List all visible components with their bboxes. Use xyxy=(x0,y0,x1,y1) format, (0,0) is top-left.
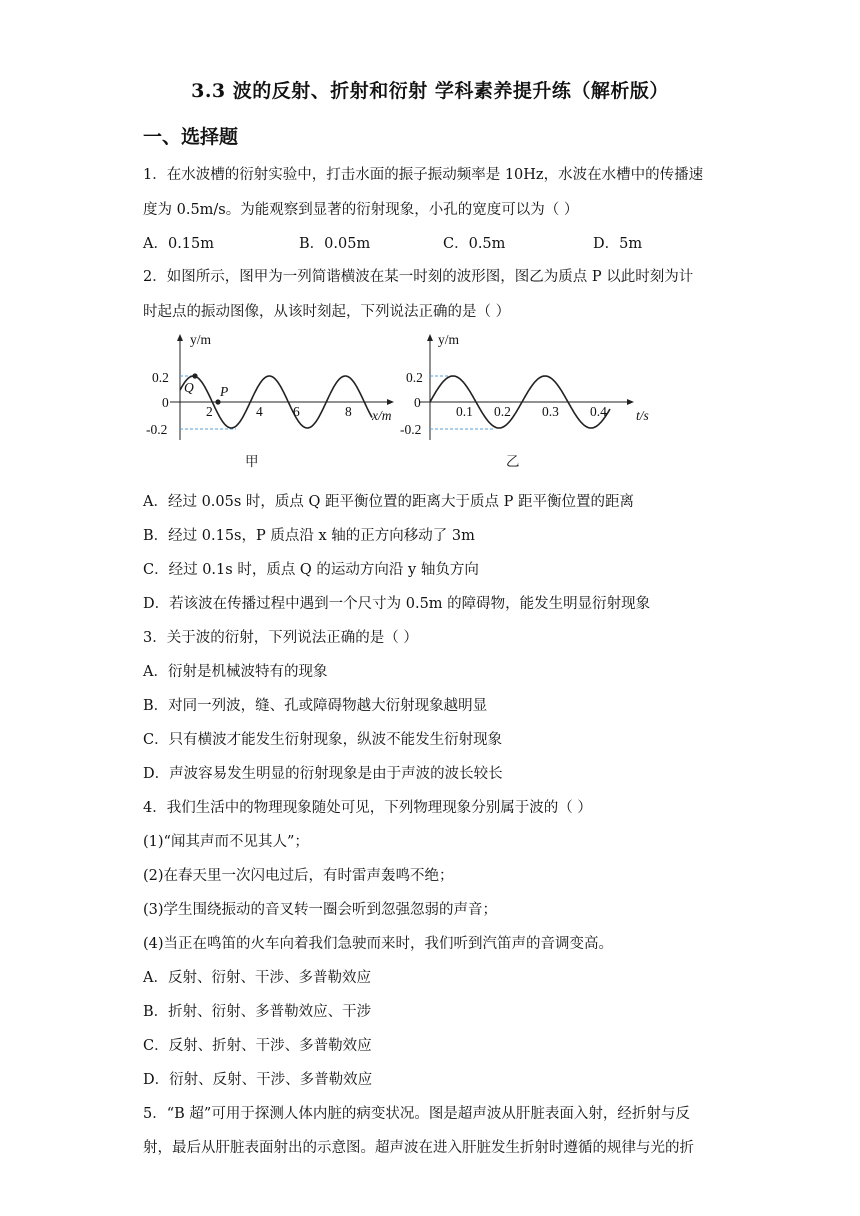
left-ylabel: y/m xyxy=(190,332,212,347)
q1-options xyxy=(143,232,743,253)
q1-option-d: D．5m xyxy=(593,236,643,252)
right-xtick-1: 0.1 xyxy=(456,404,473,419)
left-ytick-bottom: -0.2 xyxy=(146,422,168,437)
q1-option-c: C．0.5m xyxy=(443,236,506,252)
page-title: 3.3 波的反射、折射和衍射 学科素养提升练（解析版） xyxy=(191,80,669,102)
left-xtick-8: 8 xyxy=(345,404,352,419)
q5-line-2: 射，最后从肝脏表面射出的示意图。超声波在进入肝脏发生折射时遵循的规律与光的折 xyxy=(143,1140,694,1156)
right-xlabel: t/s xyxy=(636,408,649,423)
right-xtick-2: 0.2 xyxy=(494,404,511,419)
wave-graph-left xyxy=(146,332,394,469)
q3-option-d: D．声波容易发生明显的衍射现象是由于声波的波长较长 xyxy=(143,766,503,782)
right-xtick-4: 0.4 xyxy=(590,404,607,419)
q2-line-2: 时起点的振动图像，从该时刻起，下列说法正确的是（ ） xyxy=(143,304,511,320)
left-xlabel: x/m xyxy=(372,408,392,423)
point-p-dot xyxy=(215,399,220,404)
point-q-dot xyxy=(192,373,197,378)
left-xtick-2: 2 xyxy=(206,404,213,419)
left-label-p: P xyxy=(220,384,229,399)
right-caption: 乙 xyxy=(506,454,520,469)
right-ytick-top: 0.2 xyxy=(406,370,423,385)
left-xtick-6: 6 xyxy=(293,404,300,419)
left-xtick-4: 4 xyxy=(256,404,263,419)
q1-line-1: 1．在水波槽的衍射实验中，打击水面的振子振动频率是 10Hz，水波在水槽中的传播速 xyxy=(143,167,704,183)
q5-line-1: 5．“B 超”可用于探测人体内脏的病变状况。图是超声波从肝脏表面入射，经折射与反 xyxy=(143,1106,690,1122)
q3-option-a: A．衍射是机械波特有的现象 xyxy=(143,664,328,680)
q4-line-3: (2)在春天里一次闪电过后，有时雷声轰鸣不绝； xyxy=(143,868,454,884)
left-ytick-zero: 0 xyxy=(162,395,169,410)
q1-option-a: A．0.15m xyxy=(143,236,215,252)
q2-line-1: 2．如图所示，图甲为一列简谐横波在某一时刻的波形图，图乙为质点 P 以此时刻为计 xyxy=(143,269,694,285)
q3-line-1: 3．关于波的衍射，下列说法正确的是（ ） xyxy=(143,630,418,646)
wave-figure-svg xyxy=(140,330,660,470)
q2-option-c: C．经过 0.1s 时，质点 Q 的运动方向沿 y 轴负方向 xyxy=(143,562,479,578)
left-caption: 甲 xyxy=(245,454,259,469)
right-xtick-3: 0.3 xyxy=(542,404,559,419)
q2-option-b: B．经过 0.15s，P 质点沿 x 轴的正方向移动了 3m xyxy=(143,528,475,544)
q4-line-2: (1)“闻其声而不见其人”； xyxy=(143,834,309,850)
left-label-q: Q xyxy=(184,380,194,395)
q4-line-5: (4)当正在鸣笛的火车向着我们急驶而来时，我们听到汽笛声的音调变高。 xyxy=(143,936,614,952)
q4-option-b: B．折射、衍射、多普勒效应、干涉 xyxy=(143,1004,372,1020)
section-heading: 一、选择题 xyxy=(143,126,239,148)
right-ytick-bottom: -0.2 xyxy=(400,422,422,437)
left-ytick-top: 0.2 xyxy=(152,370,169,385)
right-ytick-zero: 0 xyxy=(414,395,421,410)
wave-figure xyxy=(140,330,660,470)
q1-line-2: 度为 0.5m/s。为能观察到显著的衍射现象，小孔的宽度可以为（ ） xyxy=(143,202,579,218)
q2-option-d: D．若该波在传播过程中遇到一个尺寸为 0.5m 的障碍物，能发生明显衍射现象 xyxy=(143,596,651,612)
q1-option-b: B．0.05m xyxy=(299,236,371,252)
q2-option-a: A．经过 0.05s 时，质点 Q 距平衡位置的距离大于质点 P 距平衡位置的距离 xyxy=(143,494,634,510)
q4-option-a: A．反射、衍射、干涉、多普勒效应 xyxy=(143,970,371,986)
q4-option-d: D．衍射、反射、干涉、多普勒效应 xyxy=(143,1072,373,1088)
q4-line-1: 4．我们生活中的物理现象随处可见，下列物理现象分别属于波的（ ） xyxy=(143,800,592,816)
q4-option-c: C．反射、折射、干涉、多普勒效应 xyxy=(143,1038,372,1054)
q4-line-4: (3)学生围绕振动的音叉转一圈会听到忽强忽弱的声音； xyxy=(143,902,498,918)
q3-option-b: B．对同一列波，缝、孔或障碍物越大衍射现象越明显 xyxy=(143,698,488,714)
right-ylabel: y/m xyxy=(438,332,460,347)
q3-option-c: C．只有横波才能发生衍射现象，纵波不能发生衍射现象 xyxy=(143,732,503,748)
vibration-graph-right xyxy=(400,332,649,469)
